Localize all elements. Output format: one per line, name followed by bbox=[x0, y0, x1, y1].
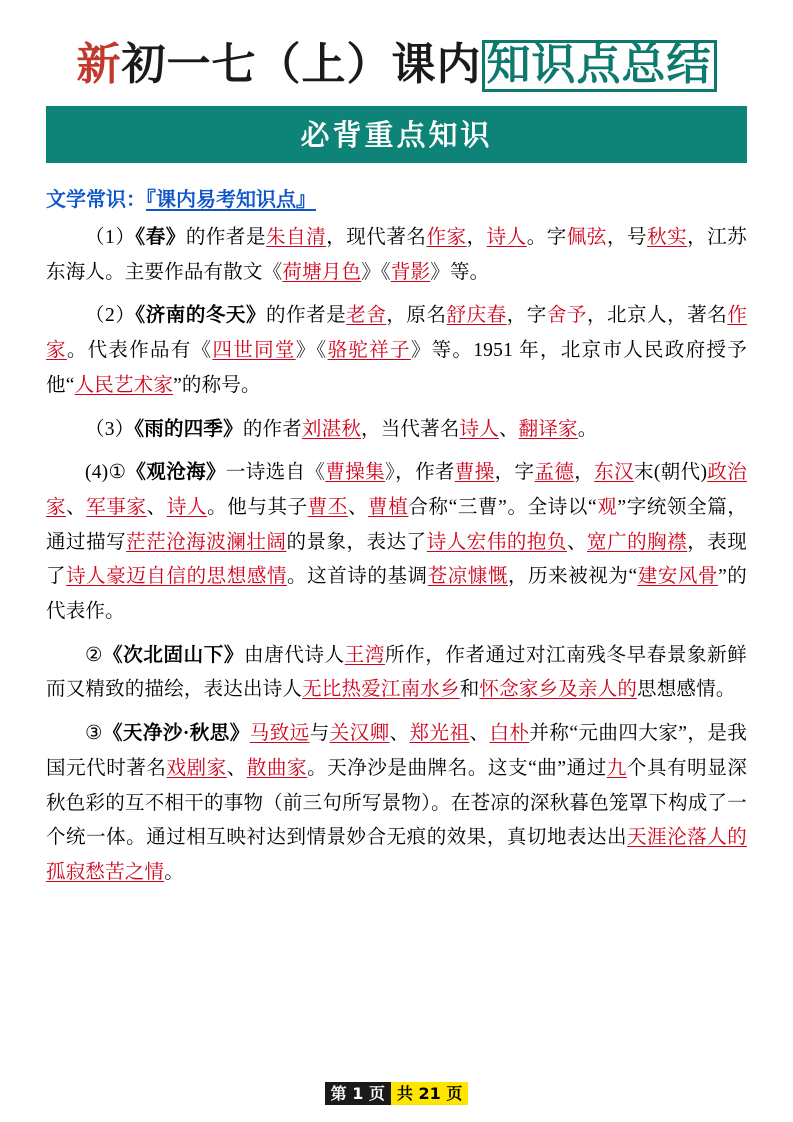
text-span: 老舍 bbox=[346, 305, 387, 327]
text-span: ，当代著名 bbox=[361, 418, 460, 440]
text-span: 诗人宏伟的抱负 bbox=[426, 531, 567, 553]
text-span: ，原名 bbox=[386, 305, 447, 327]
text-span: 《天净沙·秋思》 bbox=[102, 723, 250, 745]
text-span: 、 bbox=[566, 531, 588, 553]
text-span: 诗人豪迈自信的思想感情 bbox=[66, 566, 288, 588]
text-span: 》《 bbox=[361, 261, 391, 283]
text-span: 翻译家 bbox=[518, 418, 578, 440]
text-span: 》《 bbox=[295, 340, 328, 362]
text-span: 背影 bbox=[390, 261, 431, 283]
text-span: 《雨的四季》 bbox=[134, 418, 243, 440]
text-span: 诗人 bbox=[166, 496, 208, 518]
text-span: 荷塘月色 bbox=[282, 261, 362, 283]
text-span: 、 bbox=[498, 418, 519, 440]
text-span: 、 bbox=[66, 496, 87, 518]
text-span: 。 bbox=[577, 418, 598, 440]
paragraph-item-4-2 bbox=[46, 639, 747, 708]
text-span: 、 bbox=[469, 723, 490, 745]
text-span: 关汉卿 bbox=[329, 723, 390, 745]
text-span: 王湾 bbox=[344, 644, 386, 666]
text-span: （2） bbox=[85, 305, 136, 327]
title-part-1: 新 bbox=[76, 39, 122, 90]
text-span: 。他与其子 bbox=[207, 496, 308, 518]
text-span: 马致远 bbox=[249, 723, 310, 745]
text-span: 诗人 bbox=[459, 418, 499, 440]
text-span: ，号 bbox=[606, 227, 648, 248]
text-span: 》等。 bbox=[430, 261, 490, 283]
text-span: 。 bbox=[164, 861, 184, 883]
text-span: 并称“元曲四大家”，是我国元代时著名 bbox=[46, 723, 748, 779]
text-span: 军事家 bbox=[86, 496, 147, 518]
text-span: 四世同堂 bbox=[212, 340, 296, 362]
text-span: 的作者是 bbox=[185, 227, 267, 248]
section-heading-highlight: 『课内易考知识点』 bbox=[146, 187, 316, 211]
text-span: ，北京人，著名 bbox=[586, 305, 728, 327]
text-span: 孟德 bbox=[534, 462, 575, 484]
text-span: 一诗选自《 bbox=[225, 462, 326, 484]
text-span: 佩弦 bbox=[566, 227, 607, 248]
text-span: 、 bbox=[146, 496, 167, 518]
text-span: 无比热爱江南水乡 bbox=[302, 679, 460, 701]
text-span: ，字 bbox=[506, 305, 547, 327]
text-span: 怀念家乡及亲人的 bbox=[479, 679, 638, 701]
text-span: ， bbox=[574, 462, 595, 484]
text-span: ”字统领全篇，通过描写 bbox=[46, 496, 748, 553]
text-span: 诗人 bbox=[486, 227, 527, 248]
text-span: （1） bbox=[85, 227, 136, 248]
text-span: ，字 bbox=[494, 462, 535, 484]
text-span: 刘湛秋 bbox=[301, 418, 362, 440]
text-span: 。字 bbox=[526, 227, 567, 248]
text-span: 《济南的冬天》 bbox=[135, 305, 267, 327]
text-span: ，表现了 bbox=[46, 531, 747, 588]
text-span: 由唐代诗人 bbox=[244, 644, 345, 666]
footer-total-label: 共 21 页 bbox=[391, 1082, 468, 1105]
text-span: 观 bbox=[596, 496, 618, 518]
text-span: ③ bbox=[85, 723, 103, 745]
text-span: 的作者是 bbox=[266, 305, 347, 327]
text-span: 朱自清 bbox=[266, 227, 327, 248]
text-span: 苍凉慷慨 bbox=[427, 566, 508, 588]
text-span: 人民艺术家 bbox=[74, 374, 174, 396]
text-span: 。代表作品有《 bbox=[66, 340, 213, 362]
text-span: ，现代著名 bbox=[326, 227, 427, 248]
text-span: 。天净沙是曲牌名。这支“曲”通过 bbox=[307, 757, 607, 779]
text-span: 作家 bbox=[46, 305, 748, 362]
footer-page-label: 第 1 页 bbox=[325, 1082, 391, 1105]
text-span: 合称“三曹”。全诗以“ bbox=[408, 496, 597, 518]
text-span: 东汉 bbox=[594, 462, 634, 484]
text-span: 舍予 bbox=[546, 305, 587, 327]
text-span: 》，作者 bbox=[385, 462, 455, 484]
text-span: 政治家 bbox=[46, 462, 748, 518]
text-span: 郑光祖 bbox=[409, 723, 470, 745]
text-span: 秋实 bbox=[647, 227, 688, 248]
text-span: 天涯沦落人的孤寂愁苦之情 bbox=[46, 827, 747, 883]
paragraph-item-4-1 bbox=[46, 456, 747, 630]
section-heading bbox=[46, 183, 747, 212]
text-span: 个具有明显深秋色彩的互不相干的事物（前三句所写景物）。在苍凉的深秋暮色笼罩下构成了一个统一体。通过相互映衬达到情景妙合无痕的效果，真切地表达出 bbox=[46, 757, 748, 849]
banner-heading: 必背重点知识 bbox=[46, 106, 747, 163]
content-body bbox=[46, 221, 747, 891]
text-span: ， bbox=[466, 227, 487, 248]
text-span: （3） bbox=[85, 418, 135, 440]
text-span: ”的称号。 bbox=[173, 374, 261, 396]
text-span: 作家 bbox=[426, 227, 467, 248]
text-span: 茫茫沧海波澜壮阔 bbox=[126, 531, 287, 553]
text-span: 思想感情。 bbox=[637, 679, 736, 701]
paragraph-item-1 bbox=[46, 221, 747, 290]
text-span: 和 bbox=[459, 679, 480, 701]
text-span: 宽广的胸襟 bbox=[587, 531, 688, 553]
text-span: 、 bbox=[226, 757, 247, 779]
text-span: ，江苏东海人。主要作品有散文《 bbox=[46, 227, 747, 283]
page-title bbox=[46, 40, 747, 92]
text-span: 的作者 bbox=[242, 418, 302, 440]
text-span: (4)① bbox=[85, 462, 127, 484]
text-span: 所作，作者通过对江南残冬早春景象新鲜而又精致的描绘，表达出诗人 bbox=[46, 644, 747, 701]
text-span: ② bbox=[85, 644, 104, 666]
text-span: 曹丕 bbox=[307, 496, 348, 518]
paragraph-item-2 bbox=[46, 299, 747, 403]
text-span: 曹操集 bbox=[325, 462, 386, 484]
text-span: 《春》 bbox=[135, 227, 186, 248]
text-span: ，历来被视为“ bbox=[507, 566, 638, 588]
text-span: 。这首诗的基调 bbox=[287, 566, 428, 588]
text-span: 《次北固山下》 bbox=[103, 644, 245, 666]
text-span: 末(朝代) bbox=[633, 462, 708, 484]
paragraph-item-4-3 bbox=[46, 717, 747, 891]
text-span: 舒庆春 bbox=[446, 305, 507, 327]
text-span: 》等。1951 年，北京市人民政府授予他“ bbox=[46, 340, 747, 396]
title-part-4: 课内 bbox=[391, 39, 482, 90]
text-span: 曹操 bbox=[454, 462, 495, 484]
text-span: 、 bbox=[347, 496, 369, 518]
text-span: 与 bbox=[309, 723, 330, 745]
page-footer bbox=[0, 1081, 793, 1104]
text-span: 《观沧海》 bbox=[126, 462, 226, 484]
title-part-5: 知识点总结 bbox=[482, 40, 717, 92]
text-span: 骆驼祥子 bbox=[327, 340, 411, 362]
text-span: 曹植 bbox=[368, 496, 409, 518]
section-heading-label: 文学常识： bbox=[46, 187, 146, 211]
text-span: 九 bbox=[606, 757, 627, 779]
text-span: 白朴 bbox=[489, 723, 530, 745]
text-span: 、 bbox=[389, 723, 410, 745]
title-part-2: 初一 bbox=[121, 39, 212, 90]
paragraph-item-3 bbox=[46, 413, 747, 448]
text-span: 戏剧家 bbox=[166, 757, 227, 779]
text-span: 散曲家 bbox=[246, 757, 308, 779]
text-span: 的景象，表达了 bbox=[286, 531, 427, 553]
text-span: ”的代表作。 bbox=[46, 566, 748, 623]
title-part-3: 七（上） bbox=[211, 39, 392, 90]
text-span: 建安风骨 bbox=[637, 566, 719, 588]
